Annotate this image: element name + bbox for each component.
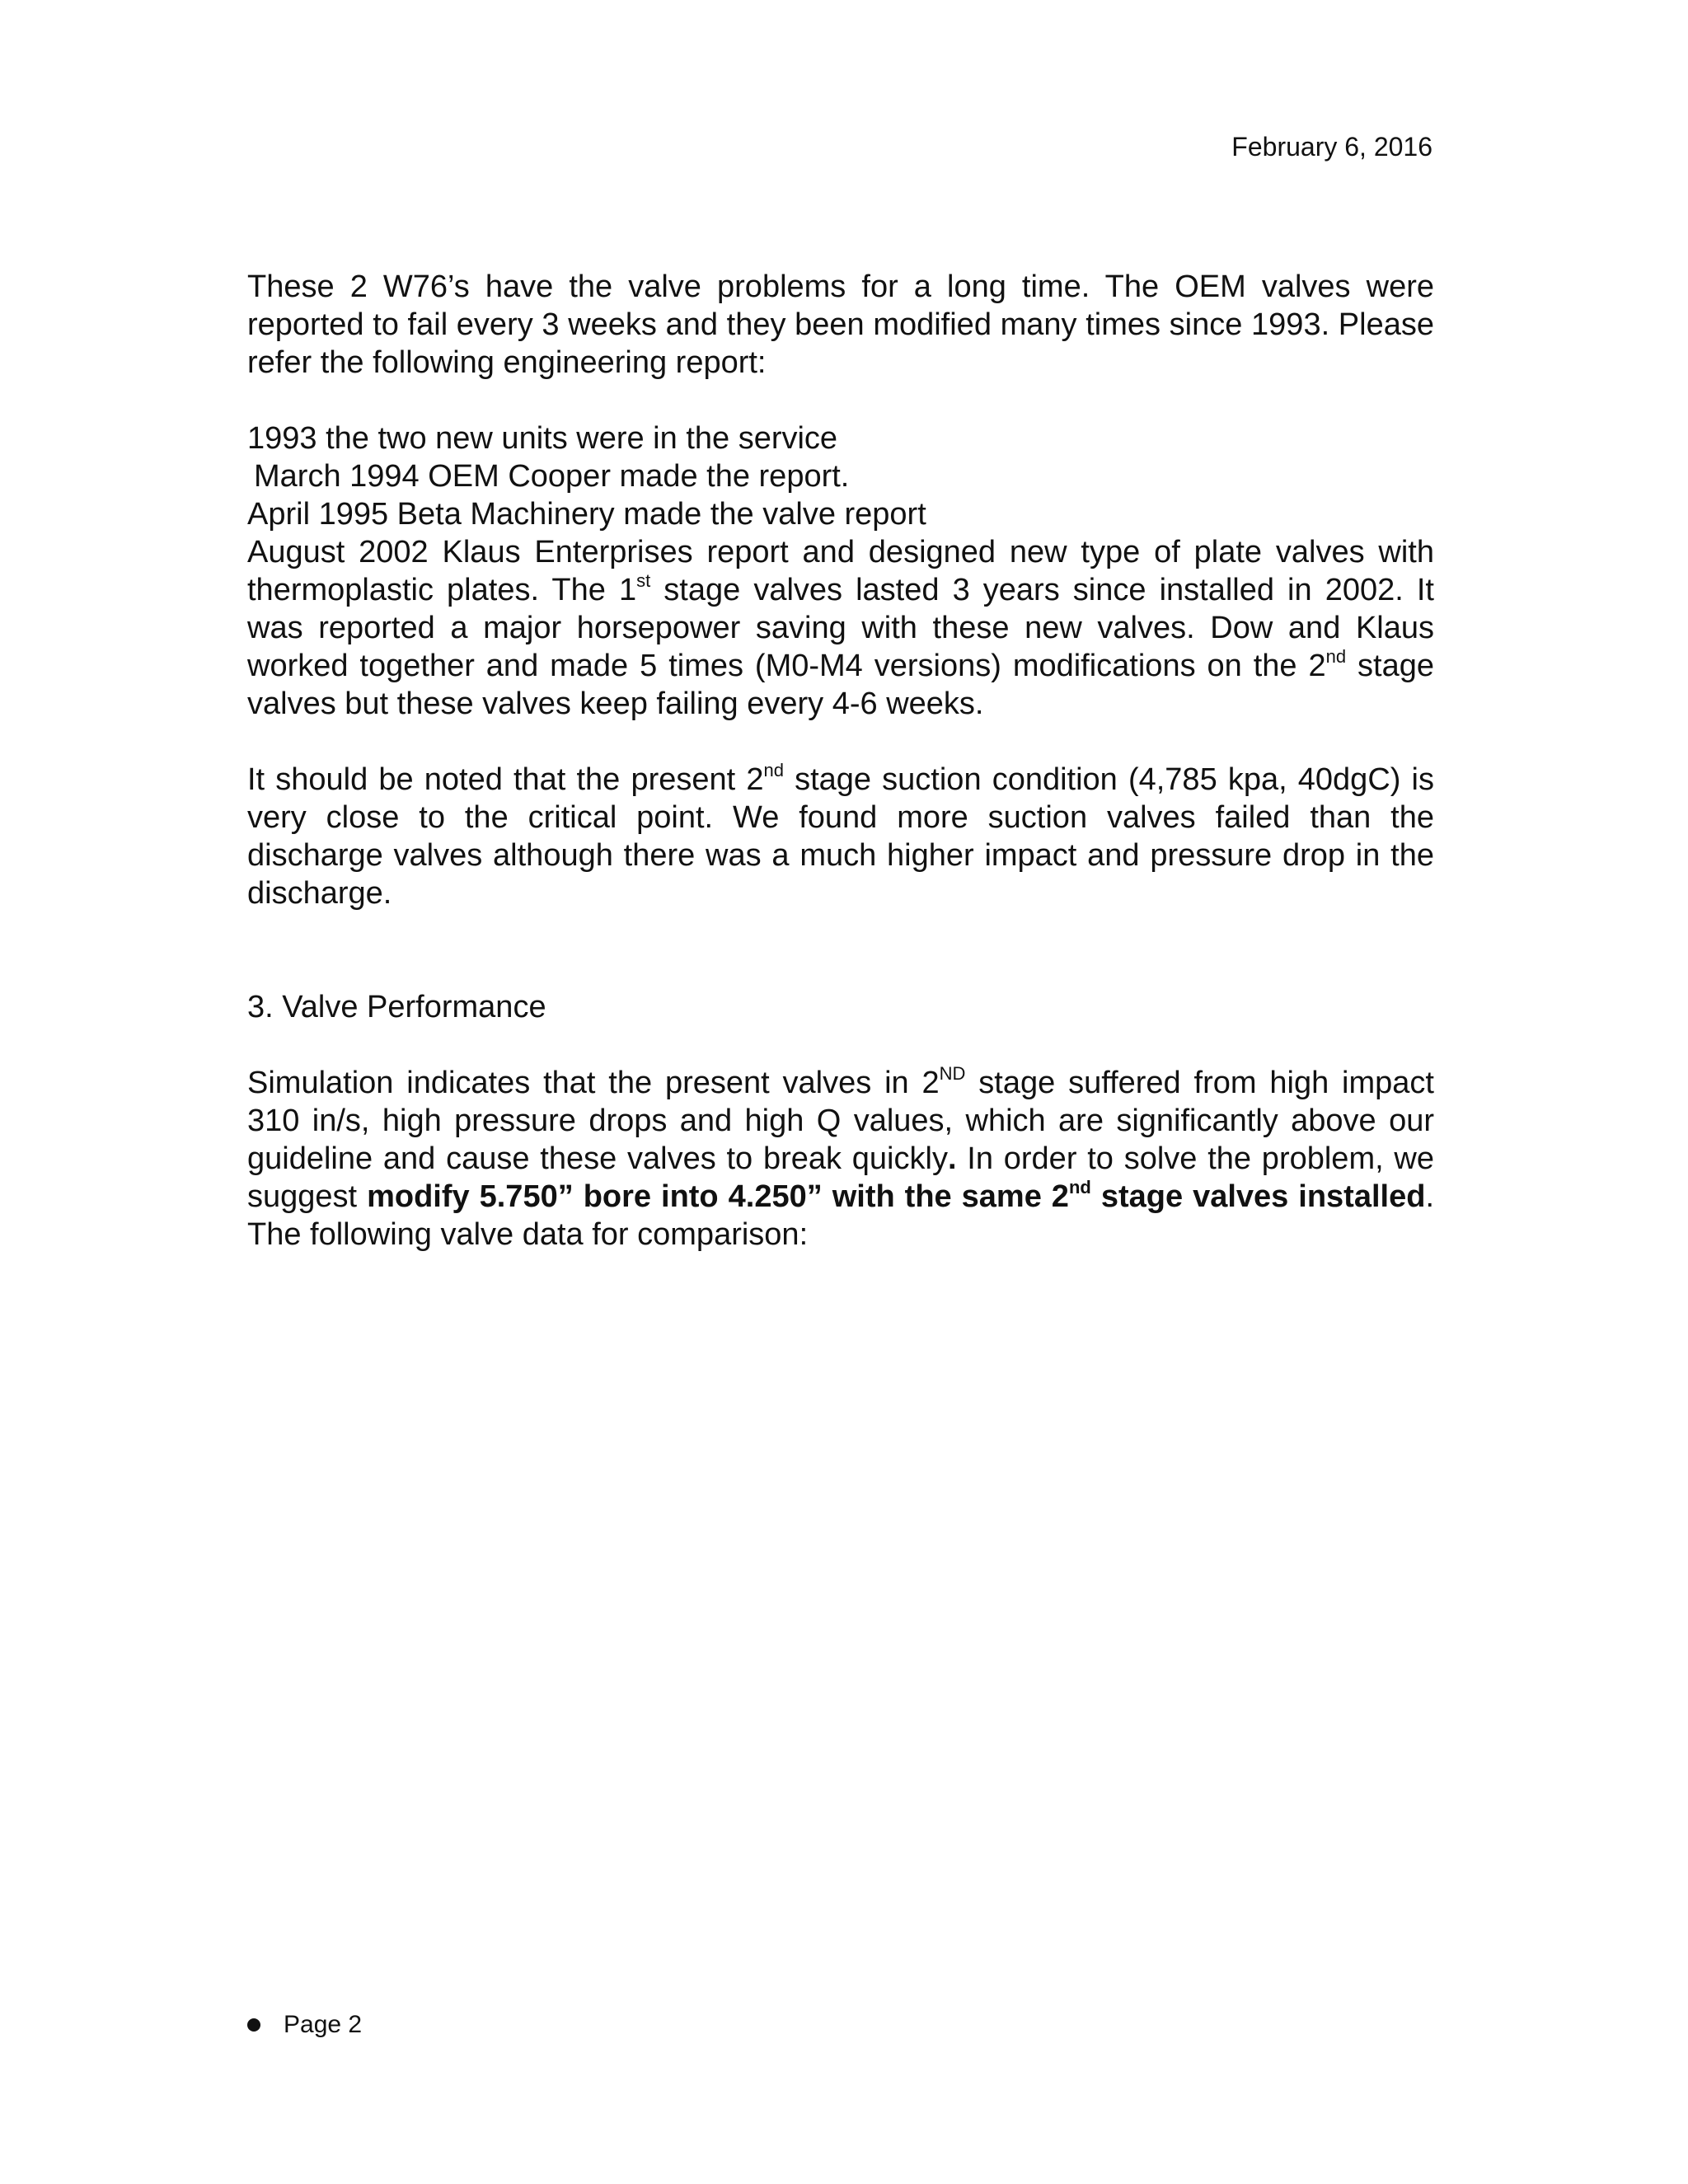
document-body [247, 268, 1434, 1254]
ordinal-superscript: nd [763, 760, 784, 781]
history-2002-text-b: stage valves lasted 3 years since installed in 2002. It was reported a major horsepower saving with these new valves. Dow and Klaus worked together and made 5 times (M0-M4 versions) modifications on the 2 [247, 573, 1434, 683]
ordinal-superscript: st [636, 570, 651, 592]
history-2002-text-c: stage valves but these valves keep failing every 4-6 weeks. [247, 649, 1434, 721]
intro-paragraph: These 2 W76’s have the valve problems for a long time. The OEM valves were reported to fail every 3 weeks and they been modified many times since 1993. Please refer the following engineering report: [247, 269, 1434, 380]
history-line-1995: April 1995 Beta Machinery made the valve report [247, 497, 926, 532]
performance-text-b: stage suffered from high impact 310 in/s, high pressure drops and high Q values, which are significantly above our guideline and cause these valves to break quickly [247, 1066, 1434, 1176]
suction-note-paragraph [247, 761, 1434, 912]
history-2002-text-a: August 2002 Klaus Enterprises report and designed new type of plate valves with thermoplastic plates. The 1 [247, 535, 1434, 607]
ordinal-superscript: nd [1325, 646, 1347, 668]
recommendation-bold-a: modify 5.750” bore into 4.250” with the same 2 [367, 1179, 1069, 1214]
ordinal-superscript: ND [939, 1063, 966, 1085]
performance-text-a: Simulation indicates that the present valves in 2 [247, 1066, 940, 1100]
ordinal-superscript: nd [1068, 1177, 1091, 1198]
history-line-1994: March 1994 OEM Cooper made the report. [254, 459, 850, 494]
performance-bold-period: . [947, 1141, 957, 1176]
page-date: February 6, 2016 [1231, 132, 1432, 162]
history-list [247, 419, 1434, 723]
recommendation-bold [367, 1179, 1425, 1214]
bullet-icon [247, 2018, 260, 2032]
page-footer [247, 2011, 362, 2039]
page-number: Page 2 [284, 2011, 363, 2038]
performance-text-c: In order to solve the problem, we suggest [247, 1141, 1435, 1214]
section-heading: 3. Valve Performance [247, 990, 546, 1024]
performance-paragraph [247, 1064, 1434, 1254]
history-line-1993: 1993 the two new units were in the service [247, 421, 838, 456]
performance-text-d: . The following valve data for comparison: [247, 1179, 1434, 1252]
suction-note-text-a: It should be noted that the present 2 [247, 762, 764, 797]
suction-note-text-b: stage suction condition (4,785 kpa, 40dgC) is very close to the critical point. We found more suction valves failed than the discharge valves although there was a much higher impact and pressure drop in the discharge. [247, 762, 1434, 911]
recommendation-bold-b: stage valves installed [1090, 1179, 1426, 1214]
history-paragraph-2002 [247, 533, 1434, 723]
